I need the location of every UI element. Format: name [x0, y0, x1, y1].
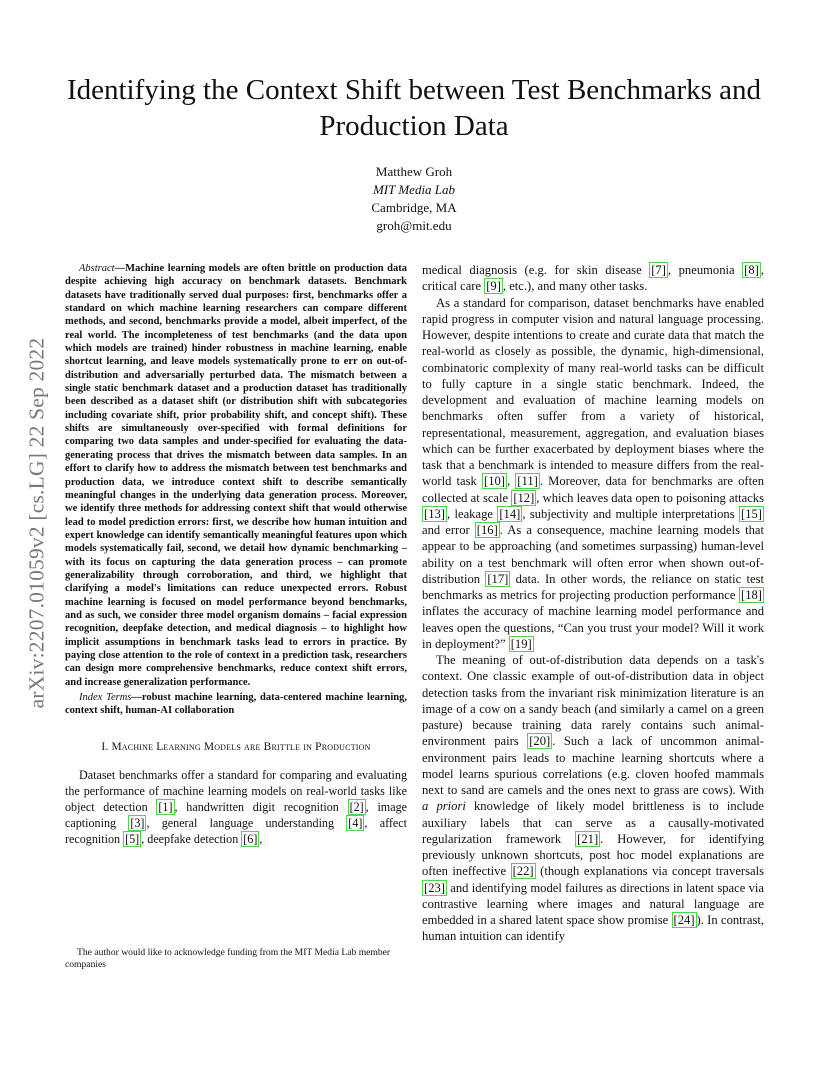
right-column: [422, 262, 764, 945]
citation-link[interactable]: [7]: [651, 263, 666, 277]
citation-link[interactable]: [20]: [529, 734, 551, 749]
citation-link[interactable]: [10]: [484, 474, 505, 489]
citation-link[interactable]: [5]: [125, 831, 140, 846]
author-email: groh@mit.edu: [376, 218, 452, 233]
citation-link[interactable]: [24]: [673, 913, 695, 927]
author-name: Matthew Groh: [375, 164, 453, 179]
citation-link[interactable]: [23]: [424, 880, 445, 895]
citation-link[interactable]: [18]: [741, 588, 762, 602]
body-paragraph: As a standard for comparison, dataset benchmarks have enabled rapid progress in computer vision and natural language processing. However, despite intentions to create and curate data that match the real-world as closely as possible, the dynamic, high-dimensional, combinatoric complexity of many real-world tasks can be difficult to fully capture in a single static benchmark. Indeed, the development and evaluation of machine learning models on benchmarks often suffer from a variety of historical, representational, measurement, aggregation, and evaluation biases which can be further exacerbated by deployment biases where the task that a benchmark is intended to measure differs from the real-world task [10] , [11] . Moreover, data for benchmarks are often collected at scale [12] , which leaves data open to poisoning attacks [13] , leakage [14] , subjectivity and multiple interpretations [15] and error [16] . As a consequence, machine learning models that appear to be approaching (and sometimes surpassing) human-level ability on a test benchmark will often error when shown out-of-distribution [17] data. In other words, the reliance on static test benchmarks as metrics for projecting production performance [18] inflates the accuracy of machine learning model performance and leaves open the questions, “Can you trust your model? Will it work in deployment?” [19]: [422, 295, 764, 651]
citation-link[interactable]: [9]: [486, 279, 501, 294]
index-terms: Index Terms—robust machine learning, data-centered machine learning, context shift, human-AI collaboration: [65, 692, 408, 717]
citation-link[interactable]: [11]: [517, 474, 538, 489]
citation-link[interactable]: [16]: [476, 523, 498, 537]
citation-link[interactable]: [22]: [512, 864, 534, 879]
citation-link[interactable]: [1]: [158, 799, 173, 814]
left-column: [65, 262, 407, 847]
citation-link[interactable]: [12]: [513, 490, 535, 505]
citation-link[interactable]: [8]: [744, 263, 759, 277]
section-heading: I. Machine Learning Models are Brittle in Production: [101, 740, 371, 753]
paper-title: Identifying the Context Shift between Test Benchmarks and Production Data: [66, 74, 762, 142]
abstract-text: Machine learning models are often brittle on production data despite achieving high accuracy on benchmark datasets. Benchmark datasets have traditionally served dual purposes: first, benchmarks offer a standard on which machine learning researchers can compare different methods, and second, benchmarks provide a model, albeit imperfect, of the real world. The incompleteness of test benchmarks (and the data upon which models are trained) hinder robustness in machine learning, enable shortcut learning, and leave models systematically prone to err on out-of-distribution and adversarially perturbed data. The mismatch between a single static benchmark dataset and a production dataset has traditionally been described as a dataset shift (or distribution shift with subcategories including covariate shift, prior probability shift, and concept shift). These shifts are simultaneously over-specified with formal definitions for comparing two data samples and under-specified for evaluating the data-generating process that drives the mismatch between data samples. In an effort to clarify how to address the mismatch between test benchmarks and production data, we introduce context shift to describe semantically meaningful changes in the underlying data generation process. Moreover, we identify three methods for addressing context shift that would otherwise lead to model prediction errors: first, we describe how human intuition and expert knowledge can identify semantically meaningful features upon which models systematically fail, second, we detail how dynamic benchmarking – with its focus on capturing the data generation process – can promote generalizability through corroboration, and third, we highlight that clarifying a model's limitations can reduce unexpected errors. Robust machine learning is focused on model performance beyond benchmarks, and as such, we consider three model organism domains – facial expression recognition, deepfake detection, and medical diagnosis – to highlight how implicit assumptions in benchmark tasks lead to errors in practice. By paying close attention to the role of context in a prediction task, researchers can design more comprehensive benchmarks, reduce context shift errors, and increase generalization performance.: [65, 263, 407, 688]
body-paragraph: Dataset benchmarks offer a standard for comparing and evaluating the performance of machine learning models on real-world tasks like object detection [1] , handwritten digit recognition [2] , image captioning [3] , general language understanding [4] , affect recognition [5] , deepfake detection [6] ,: [65, 767, 407, 846]
author-location: Cambridge, MA: [371, 200, 457, 215]
index-terms-label: Index Terms: [79, 692, 132, 703]
citation-link[interactable]: [13]: [424, 506, 445, 521]
citation-link[interactable]: [21]: [577, 831, 599, 846]
author-affiliation: MIT Media Lab: [372, 182, 456, 197]
arxiv-identifier: arXiv:2207.01059v2 [cs.LG] 22 Sep 2022: [24, 337, 49, 708]
footnote: The author would like to acknowledge funding from the MIT Media Lab member companies: [65, 947, 391, 970]
body-paragraph: medical diagnosis (e.g. for skin disease [7] , pneumonia [8] , critical care [9] , etc.), and many other tasks.: [422, 263, 764, 294]
citation-link[interactable]: [4]: [348, 815, 363, 830]
abstract-label: Abstract: [79, 263, 115, 274]
abstract: Abstract—Machine learning models are often brittle on production data despite achieving high accuracy on benchmark datasets. Benchmark datasets have traditionally served dual purposes: first, benchmarks offer a standard on which machine learning researchers can compare different methods, and second, benchmarks provide a model, albeit imperfect, of the real world. The incompleteness of test benchmarks (and the data upon which models are trained) hinder robustness in machine learning, enable shortcut learning, and leave models systematically prone to err on out-of-distribution and adversarially perturbed data. The mismatch between a single static benchmark dataset and a production dataset has traditionally been described as a dataset shift (or distribution shift with subcategories including covariate shift, prior probability shift, and concept shift). These shifts are simultaneously over-specified with formal definitions for comparing two data samples and under-specified for evaluating the data-generating process that drives the mismatch between data samples. In an effort to clarify how to address the mismatch between test benchmarks and production data, we introduce context shift to describe semantically meaningful changes in the underlying data generation process. Moreover, we identify three methods for addressing context shift that would otherwise lead to model prediction errors: first, we describe how human intuition and expert knowledge can identify semantically meaningful features upon which models systematically fail, second, we detail how dynamic benchmarking – with its focus on capturing the data generation process – can promote generalizability through corroboration, and third, we highlight that clarifying a model's limitations can reduce unexpected errors. Robust machine learning is focused on model performance beyond benchmarks, and as such, we consider three model organism domains – facial expression recognition, deepfake detection, and medical diagnosis – to highlight how implicit assumptions in benchmark tasks lead to errors in practice. By paying close attention to the role of context in a prediction task, researchers can design more comprehensive benchmarks, reduce context shift errors, and increase generalization performance.: [65, 263, 407, 688]
index-terms-text: robust machine learning, data-centered machine learning, context shift, human-AI collaboration: [65, 692, 408, 717]
citation-link[interactable]: [15]: [741, 506, 762, 521]
citation-link[interactable]: [19]: [510, 636, 532, 651]
citation-link[interactable]: [3]: [130, 815, 145, 830]
body-paragraph: The meaning of out-of-distribution data depends on a task's context. One classic example of out-of-distribution data in object detection tasks from the invariant risk minimization literature is an image of a cow on a sandy beach (and similarly a camel on a green pasture) because training data rarely contains such animal-environment pairs [20] . Such a lack of uncommon animal-environment pairs leads to machine learning shortcuts where a model learns spurious correlations (e.g. cloven hoofed mammals next to sand are camels and the ones next to grass are cows). With a priori knowledge of likely model brittleness is to include auxiliary labels that can serve as a causally-motivated regularization framework [21] . However, for identifying previously unknown shortcuts, post hoc model explanations are often ineffective [22] (though explanations via concept traversals [23] and identifying model failures as directions in latent space via contrastive learning where images and natural language are embedded in a shared latent space show promise [24] ). In contrast, human intuition can identify: [422, 653, 764, 944]
citation-link[interactable]: [2]: [349, 799, 364, 814]
author-block: [0, 163, 828, 235]
arxiv-sidebar: [22, 285, 52, 760]
citation-link[interactable]: [17]: [487, 571, 509, 586]
citation-link[interactable]: [6]: [243, 831, 258, 846]
citation-link[interactable]: [14]: [499, 506, 521, 521]
